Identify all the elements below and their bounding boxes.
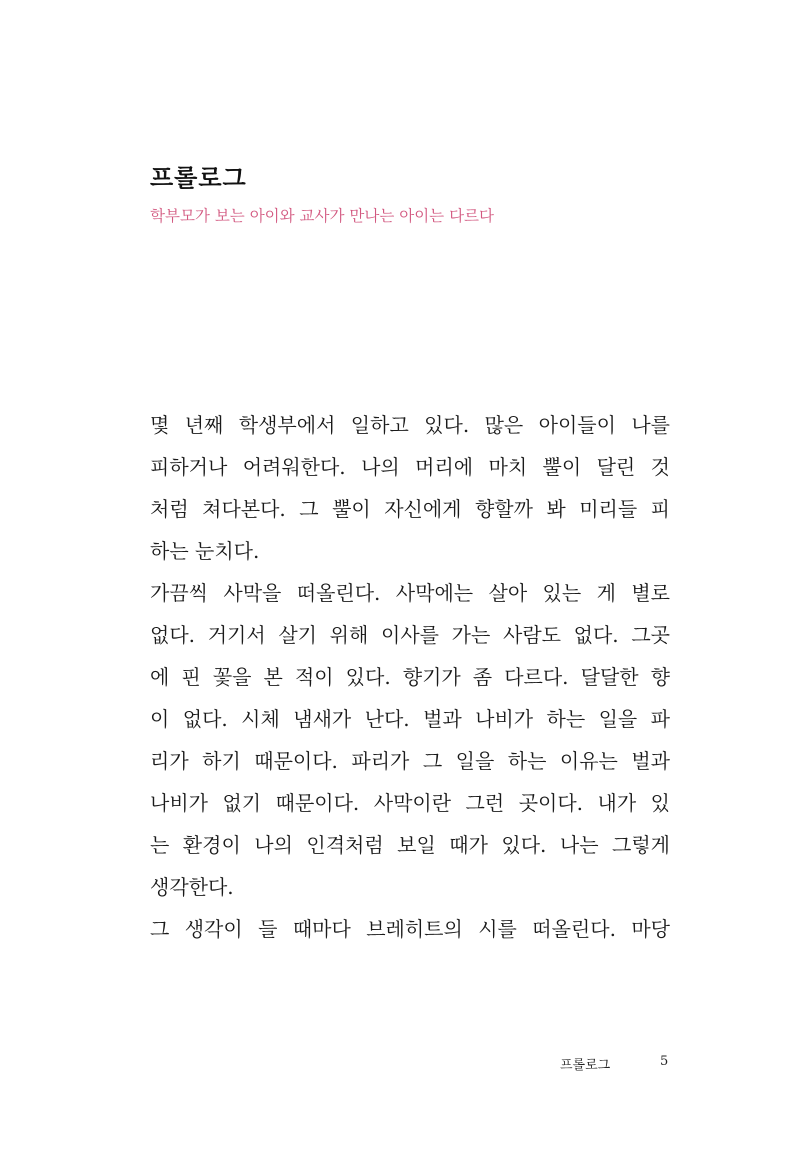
body-line: 생각한다. bbox=[150, 875, 234, 899]
body-line: 는 환경이 나의 인격처럼 보일 때가 있다. 나는 그렇게 bbox=[150, 833, 670, 857]
body-line: 이 없다. 시체 냄새가 난다. 벌과 나비가 하는 일을 파 bbox=[150, 707, 670, 731]
body-line: 하는 눈치다. bbox=[150, 539, 260, 563]
body-line: 그 생각이 들 때마다 브레히트의 시를 떠올린다. 마당 bbox=[150, 917, 670, 941]
body-line: 피하거나 어려워한다. 나의 머리에 마치 뿔이 달린 것 bbox=[150, 455, 670, 479]
chapter-subtitle: 학부모가 보는 아이와 교사가 만나는 아이는 다르다 bbox=[150, 207, 494, 225]
body-line: 처럼 쳐다본다. 그 뿔이 자신에게 향할까 봐 미리들 피 bbox=[150, 497, 670, 521]
body-line: 몇 년째 학생부에서 일하고 있다. 많은 아이들이 나를 bbox=[150, 413, 670, 437]
body-line: 에 핀 꽃을 본 적이 있다. 향기가 좀 다르다. 달달한 향 bbox=[150, 665, 670, 689]
running-head: 프롤로그 bbox=[560, 1058, 611, 1073]
chapter-title: 프롤로그 bbox=[150, 164, 247, 192]
body-line: 리가 하기 때문이다. 파리가 그 일을 하는 이유는 벌과 bbox=[150, 749, 670, 773]
page-number: 5 bbox=[660, 1054, 669, 1069]
body-line: 나비가 없기 때문이다. 사막이란 그런 곳이다. 내가 있 bbox=[150, 791, 670, 815]
body-text bbox=[150, 404, 670, 950]
body-line: 가끔씩 사막을 떠올린다. 사막에는 살아 있는 게 별로 bbox=[150, 581, 670, 605]
body-line: 없다. 거기서 살기 위해 이사를 가는 사람도 없다. 그곳 bbox=[150, 623, 670, 647]
